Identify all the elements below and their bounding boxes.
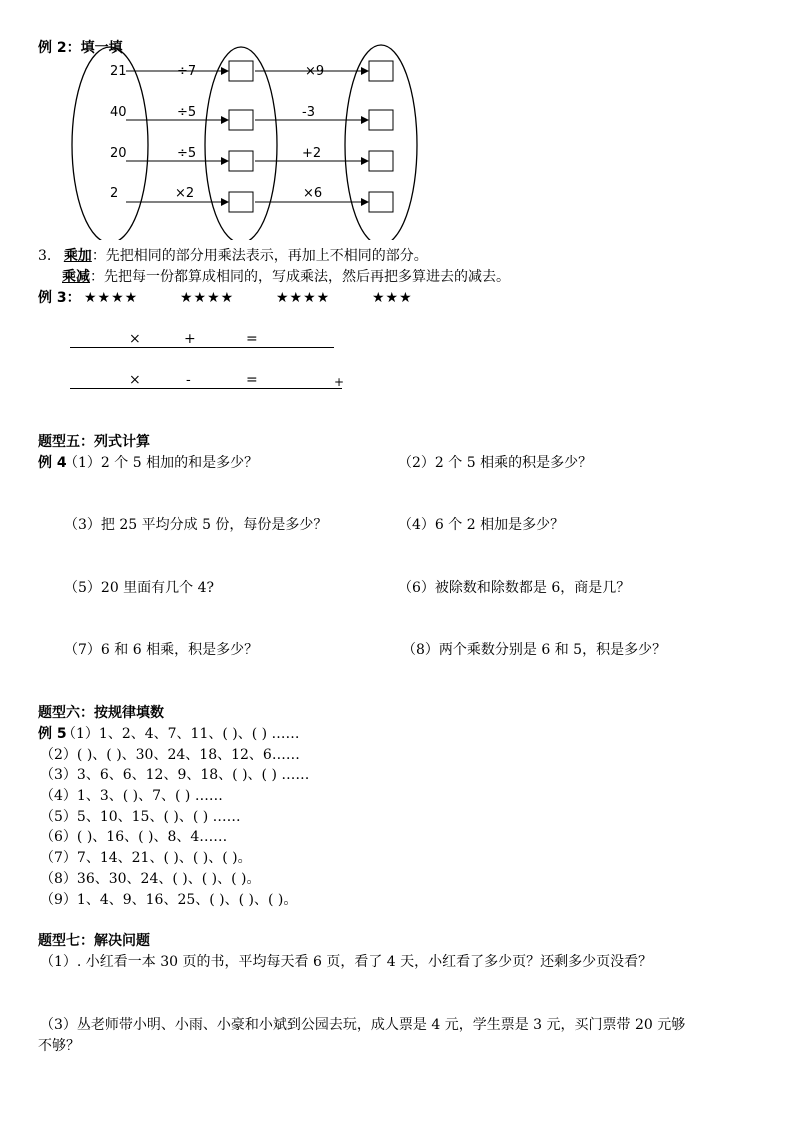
star-group: ★★★: [372, 290, 413, 306]
question: （7）6 和 6 相乘，积是多少？: [64, 642, 259, 658]
sequence-item: （5）5、10、15、( )、( ) ……: [40, 809, 241, 825]
word-problem: （3）丛老师带小明、小雨、小豪和小斌到公园去玩，成人票是 4 元，学生票是 3 元，买门票带 20 元够: [40, 1017, 686, 1033]
sequence-item: （2）( )、( )、30、24、18、12、6……: [40, 747, 300, 763]
answer-box: [229, 192, 253, 212]
answer-box: [369, 61, 393, 81]
question: （2）2 个 5 相乘的积是多少？: [398, 455, 593, 471]
word-problem-continued: 不够？: [38, 1038, 80, 1054]
rule-text: ：先把相同的部分用乘法表示，再加上不相同的部分。: [91, 248, 428, 264]
rule-multiply-add: [38, 248, 428, 264]
question: （6）被除数和除数都是 6，商是几？: [398, 580, 631, 596]
start-number: 40: [110, 105, 127, 120]
sequence-item: （7）7、14、21、( )、( )、( )。: [40, 850, 252, 866]
plus-sign: +: [184, 331, 196, 347]
term-multiply-add: 乘加: [63, 248, 92, 264]
example-3-label: 例 3：: [38, 290, 81, 306]
answer-box: [369, 192, 393, 212]
sequence-item: （9）1、4、9、16、25、( )、( )、( )。: [40, 892, 298, 908]
answer-box: [229, 110, 253, 130]
start-number: 21: [110, 64, 127, 79]
operation-label: ÷7: [177, 64, 197, 79]
section-title: 题型五：列式计算: [38, 434, 150, 450]
section-title: 题型七：解决问题: [38, 933, 150, 949]
example-4-label: 例 4: [38, 455, 67, 471]
question: （8）两个乘数分别是 6 和 5，积是多少？: [402, 642, 667, 658]
term-multiply-subtract: 乘减: [62, 269, 90, 285]
answer-line: [70, 388, 342, 389]
sequence-item: （8）36、30、24、( )、( )、( )。: [40, 871, 261, 887]
rule-multiply-subtract: [62, 269, 510, 285]
star-group: ★★★★: [84, 290, 139, 306]
question: （3）把 25 平均分成 5 份，每份是多少？: [64, 517, 328, 533]
start-number: 20: [110, 146, 127, 161]
operation-label: ×9: [305, 64, 325, 79]
times-sign: ×: [129, 372, 141, 388]
answer-line: [70, 347, 334, 348]
times-sign: ×: [129, 331, 141, 347]
operation-label: +2: [302, 146, 322, 161]
start-number: 2: [110, 186, 119, 201]
rule-text: ：先把每一份都算成相同的，写成乘法，然后再把多算进去的减去。: [90, 269, 510, 285]
sequence-item: （3）3、6、6、12、9、18、( )、( ) ……: [40, 767, 310, 783]
sequence-item: （4）1、3、( )、7、( ) ……: [40, 788, 223, 804]
question: （5）20 里面有几个 4?: [64, 580, 215, 596]
question: （1）2 个 5 相加的和是多少？: [64, 455, 259, 471]
minus-sign: -: [186, 372, 191, 388]
answer-box: [369, 110, 393, 130]
sequence-item: （1）1、2、4、7、11、( )、( ) ……: [62, 726, 300, 742]
example-2-title: 例 2：填一填: [38, 40, 123, 56]
sequence-item: （6）( )、16、( )、8、4……: [40, 829, 228, 845]
mapping-diagram: [0, 0, 794, 240]
star-group: ★★★★: [180, 290, 235, 306]
star-group: ★★★★: [276, 290, 331, 306]
rule-number: 3.: [38, 248, 52, 264]
question: （4）6 个 2 相加是多少？: [398, 517, 565, 533]
operation-label: ÷5: [177, 146, 197, 161]
equals-sign: =: [246, 331, 258, 347]
section-title: 题型六：按规律填数: [38, 705, 164, 721]
equals-sign: =: [246, 372, 258, 388]
answer-box: [229, 151, 253, 171]
answer-box: [229, 61, 253, 81]
example-5-label: 例 5: [38, 726, 67, 742]
answer-box: [369, 151, 393, 171]
plus-sign: +: [334, 375, 345, 389]
operation-label: ÷5: [177, 105, 197, 120]
operation-label: -3: [302, 105, 315, 120]
operation-label: ×6: [303, 186, 323, 201]
word-problem: （1）. 小红看一本 30 页的书，平均每天看 6 页，看了 4 天，小红看了多少页？还剩多少页没看？: [40, 954, 653, 970]
operation-label: ×2: [175, 186, 195, 201]
